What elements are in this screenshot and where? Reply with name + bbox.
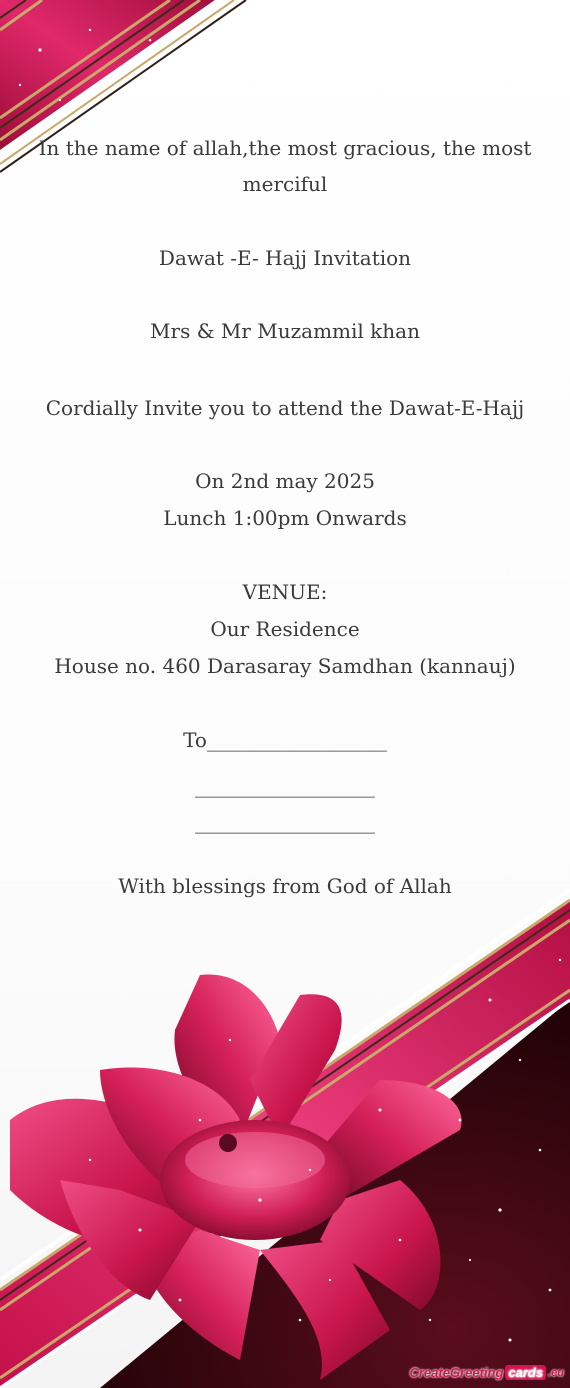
hosts-name: Mrs & Mr Muzammil khan: [150, 319, 420, 343]
to-line: To__________________: [183, 728, 387, 752]
watermark-logo: [409, 1365, 564, 1380]
watermark-cards: cards: [505, 1365, 546, 1380]
invitation-title: Dawat -E- Hajj Invitation: [158, 246, 412, 270]
watermark-brand: CreateGreeting: [409, 1365, 504, 1380]
watermark-tld: .eu: [548, 1366, 564, 1379]
venue-name: Our Residence: [210, 617, 360, 641]
venue-address: House no. 460 Darasaray Samdhan (kannauj): [54, 654, 516, 678]
closing-blessing: With blessings from God of Allah: [118, 874, 452, 898]
blank-line-2: __________________: [195, 810, 375, 834]
blessing-opening: In the name of allah,the most gracious, the most merciful: [38, 136, 532, 196]
blank-line-1: __________________: [195, 774, 375, 798]
invite-line: Cordially Invite you to attend the Dawat-E-Hajj: [45, 396, 525, 420]
event-date: On 2nd may 2025: [195, 469, 375, 493]
event-time: Lunch 1:00pm Onwards: [163, 506, 407, 530]
venue-label: VENUE:: [242, 580, 328, 604]
